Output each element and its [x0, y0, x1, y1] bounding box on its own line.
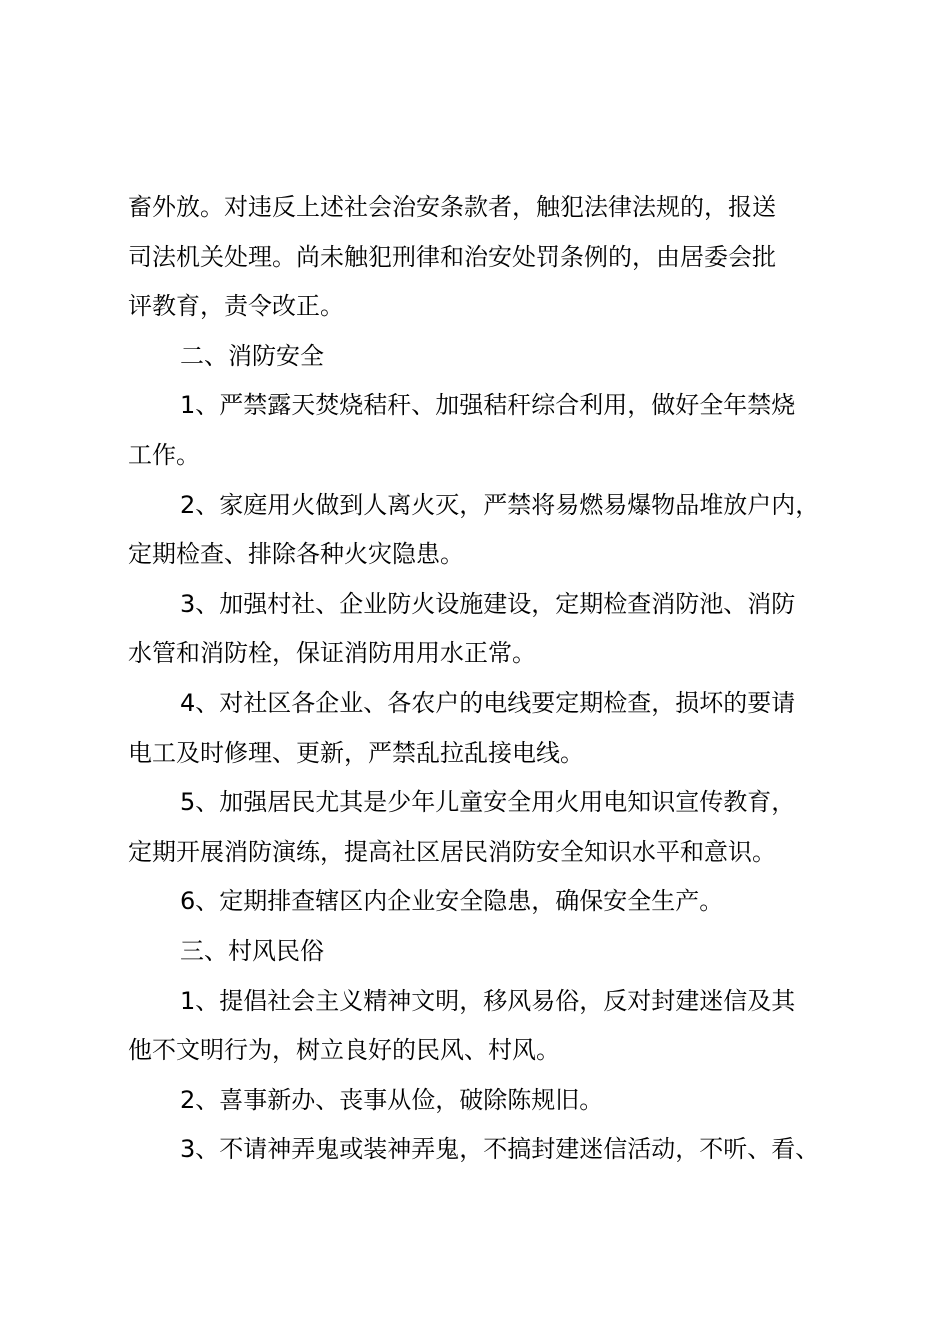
section-heading: 三、村风民俗 [180, 936, 324, 965]
section-heading: 二、消防安全 [180, 341, 324, 370]
list-item-line: 1、提倡社会主义精神文明，移风易俗，反对封建迷信及其 [180, 986, 796, 1015]
text-line: 评教育，责令改正。 [128, 292, 344, 321]
text-line: 他不文明行为，树立良好的民风、村风。 [128, 1036, 560, 1065]
text-line: 水管和消防栓，保证消防用用水正常。 [128, 639, 536, 668]
text-line: 司法机关处理。尚未触犯刑律和治安处罚条例的，由居委会批 [128, 242, 776, 271]
text-line: 定期检查、排除各种火灾隐患。 [128, 540, 464, 569]
list-item-line: 3、加强村社、企业防火设施建设，定期检查消防池、消防 [180, 589, 796, 618]
text-line: 畜外放。对违反上述社会治安条款者，触犯法律法规的，报送 [128, 193, 776, 221]
list-item-line: 4、对社区各企业、各农户的电线要定期检查，损坏的要请 [180, 688, 796, 717]
list-item-line: 6、定期排查辖区内企业安全隐患，确保安全生产。 [180, 887, 724, 916]
list-item-line: 2、喜事新办、丧事从俭，破除陈规旧。 [180, 1085, 604, 1114]
list-item-line: 5、加强居民尤其是少年儿童安全用火用电知识宣传教育， [180, 788, 796, 817]
text-line: 工作。 [128, 440, 200, 469]
list-item-line: 2、家庭用火做到人离火灭，严禁将易燃易爆物品堆放户内， [180, 490, 820, 519]
body-text [128, 183, 842, 1175]
list-item-line: 1、严禁露天焚烧秸秆、加强秸秆综合利用，做好全年禁烧 [180, 391, 796, 420]
text-line: 电工及时修理、更新，严禁乱拉乱接电线。 [128, 738, 584, 767]
text-line: 定期开展消防演练，提高社区居民消防安全知识水平和意识。 [128, 837, 776, 866]
list-item-line: 3、不请神弄鬼或装神弄鬼，不搞封建迷信活动，不听、看、 [180, 1135, 820, 1164]
